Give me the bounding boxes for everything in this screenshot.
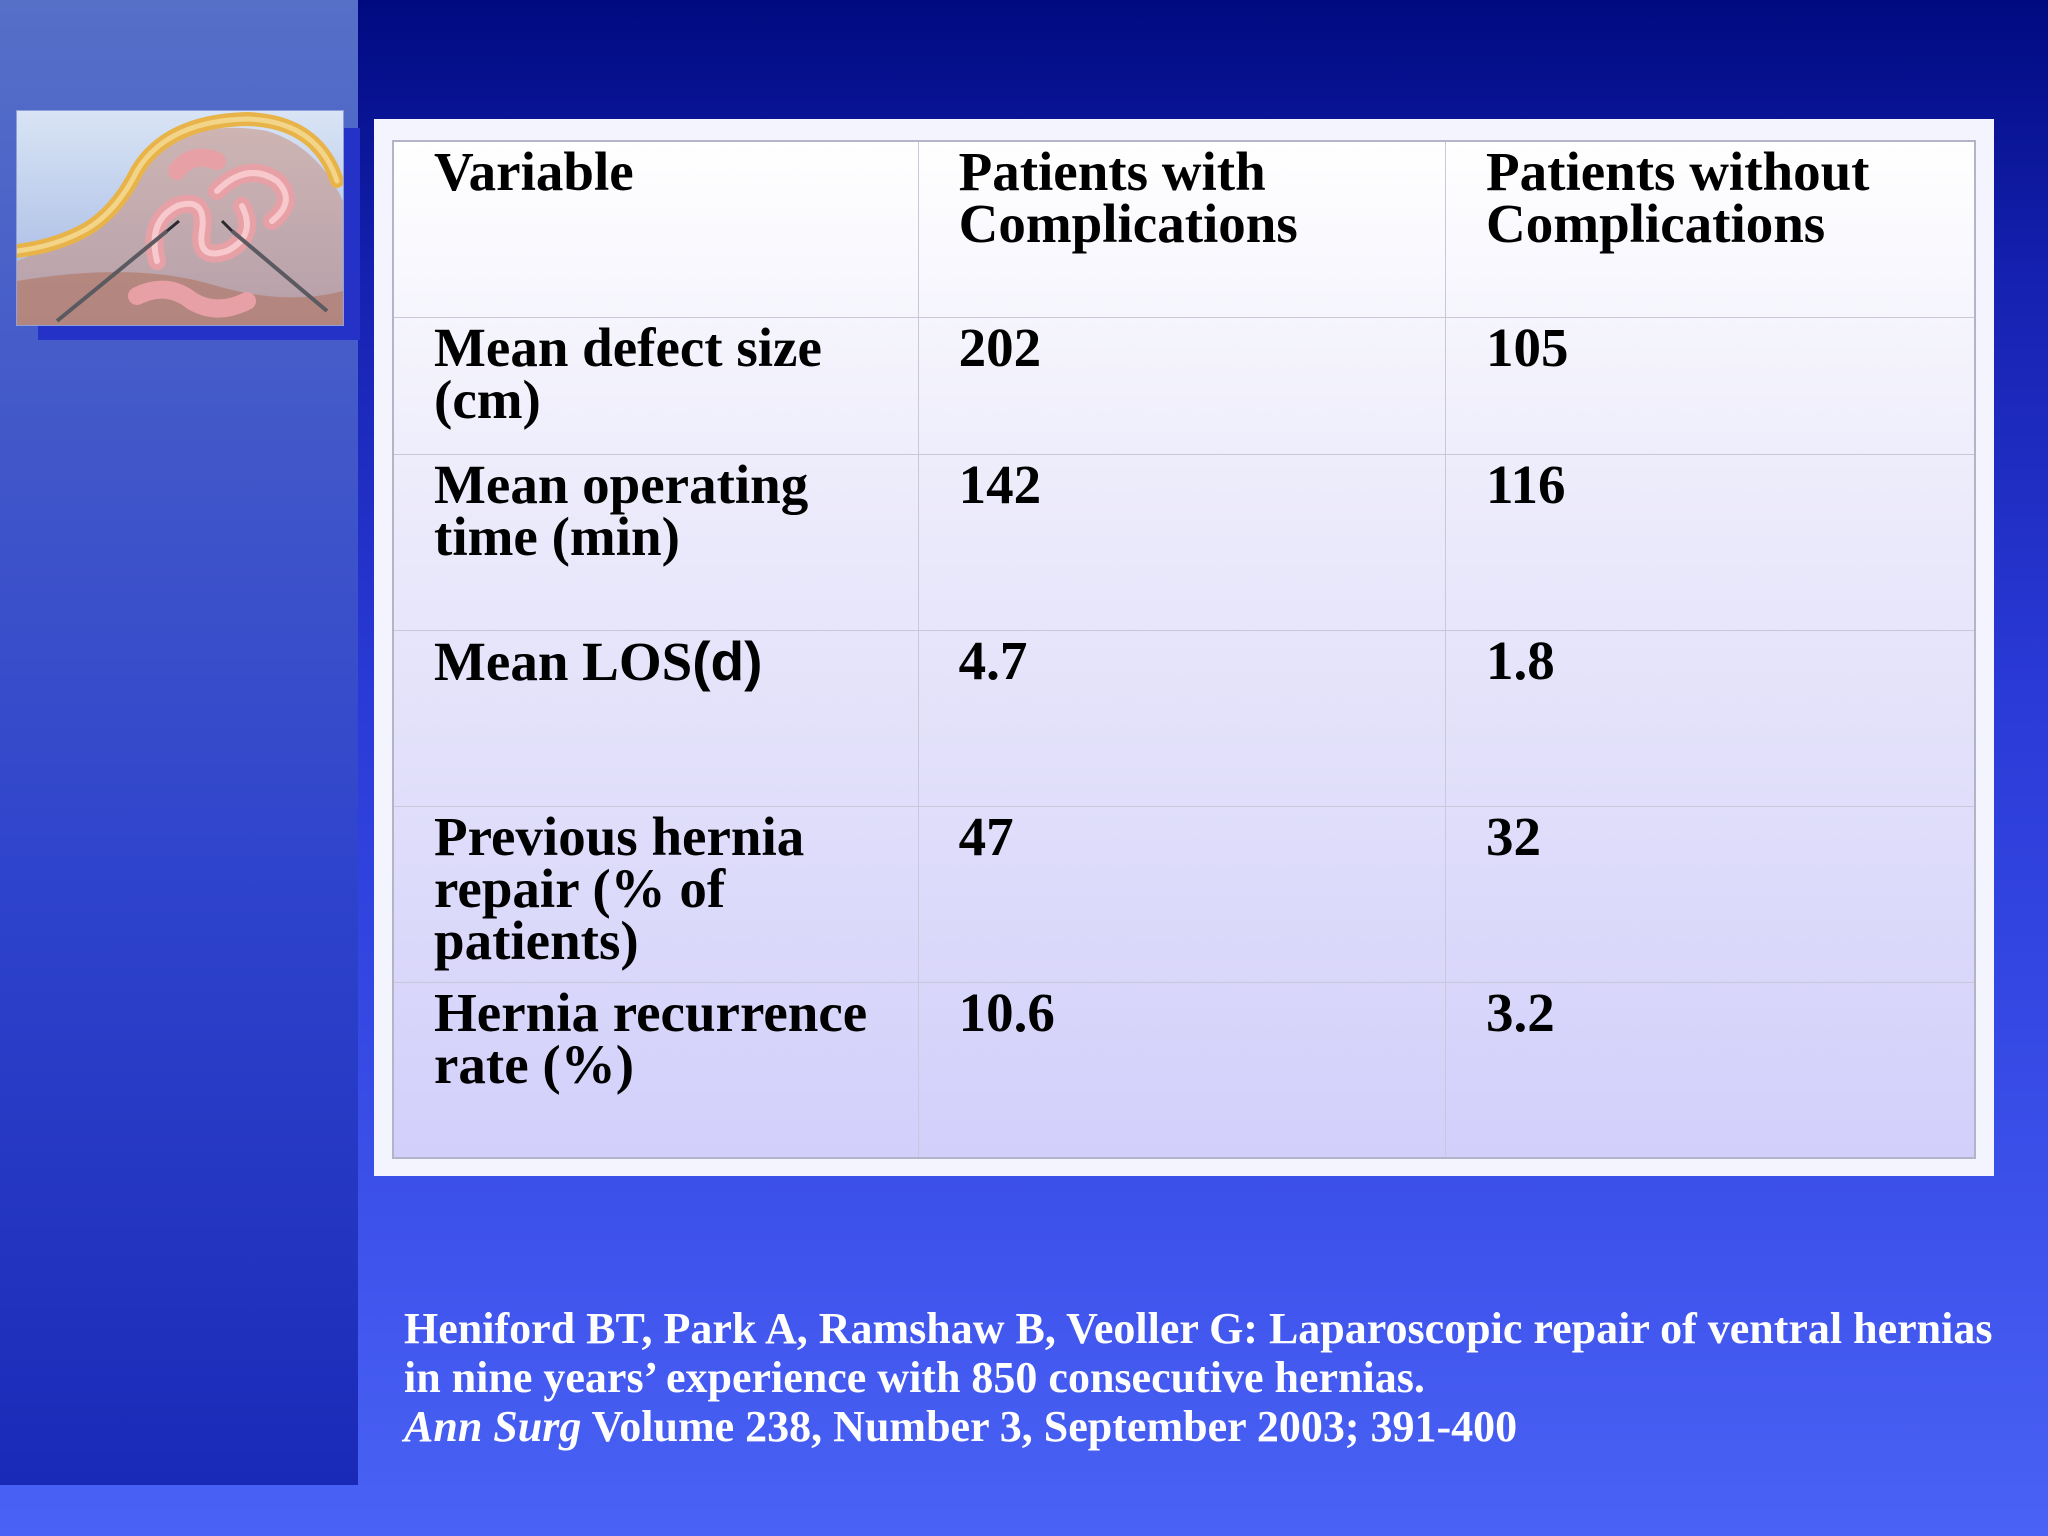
- header-with-complications: Patients with Complications: [918, 141, 1445, 317]
- row-variable: Mean defect size (cm): [393, 317, 918, 454]
- citation-details: Volume 238, Number 3, September 2003; 391-400: [581, 1402, 1518, 1451]
- complications-table: [392, 140, 1976, 1159]
- row-variable: Hernia recurrence rate (%): [393, 982, 918, 1158]
- row-without-value: 105: [1446, 317, 1975, 454]
- laparoscopic-hernia-illustration: [16, 110, 344, 326]
- header-without-complications: Patients without Complications: [1446, 141, 1975, 317]
- header-variable: Variable: [393, 141, 918, 317]
- citation-journal: Ann Surg: [404, 1402, 582, 1451]
- row-with-value: 47: [918, 806, 1445, 982]
- hernia-illustration-icon: [17, 111, 343, 325]
- row-variable: Mean operating time (min): [393, 454, 918, 630]
- row-variable: [393, 630, 918, 806]
- row-without-value: 3.2: [1446, 982, 1975, 1158]
- row-without-value: 116: [1446, 454, 1975, 630]
- row-with-value: 4.7: [918, 630, 1445, 806]
- table-row: [393, 630, 1975, 806]
- row-with-value: 202: [918, 317, 1445, 454]
- citation-authors-title: Heniford BT, Park A, Ramshaw B, Veoller G: Laparoscopic repair of ventral hernias in nine years’ experience with 850 consecutive hernias.: [404, 1304, 1993, 1402]
- row-variable-main: Mean LOS: [434, 630, 693, 692]
- row-with-value: 142: [918, 454, 1445, 630]
- row-variable-unit: (d): [692, 629, 763, 692]
- table-row: [393, 806, 1975, 982]
- row-with-value: 10.6: [918, 982, 1445, 1158]
- row-without-value: 1.8: [1446, 630, 1975, 806]
- row-without-value: 32: [1446, 806, 1975, 982]
- table-row: [393, 454, 1975, 630]
- table-row: [393, 982, 1975, 1158]
- table-row: [393, 317, 1975, 454]
- citation: [404, 1304, 2024, 1451]
- row-variable: Previous hernia repair (% of patients): [393, 806, 918, 982]
- table-header-row: [393, 141, 1975, 317]
